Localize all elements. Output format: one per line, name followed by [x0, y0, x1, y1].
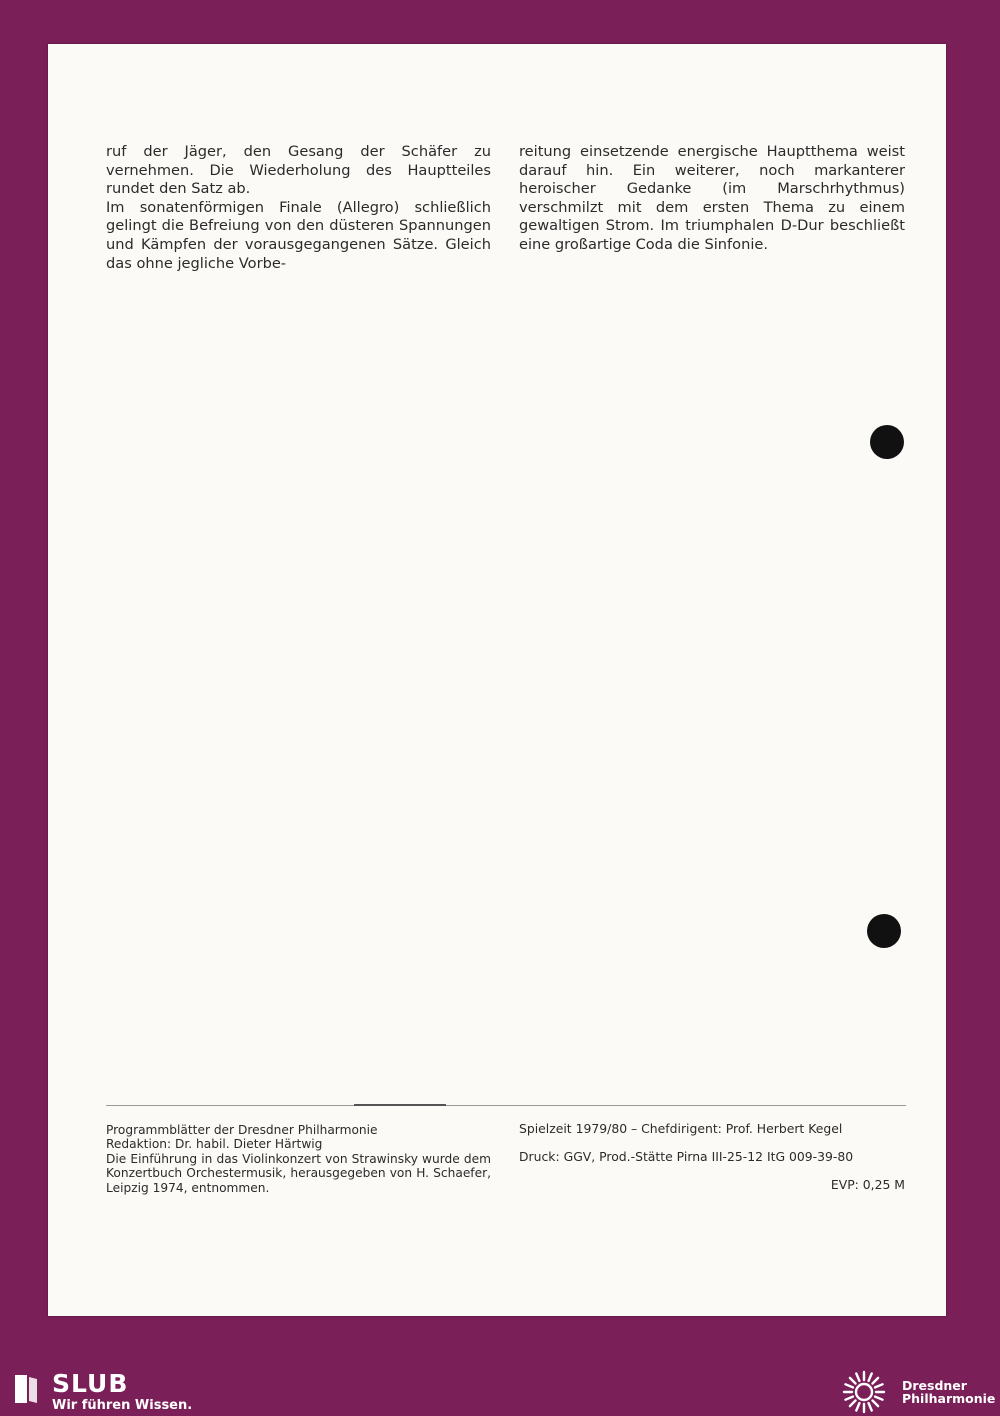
slub-name[interactable]: SLUB [52, 1369, 129, 1398]
paragraph: ruf der Jäger, den Gesang der Schäfer zu vernehmen. Die Wiederholung des Hauptteiles rundet den Satz ab. [106, 143, 491, 198]
paragraph: Im sonatenförmigen Finale (Allegro) schließlich gelingt die Befreiung von den düsteren Spannungen und Kämpfen der vorausgegangenen Sätze. Gleich das ohne jegliche Vorbe- [106, 198, 491, 272]
footer-divider [106, 1105, 906, 1106]
book-icon[interactable] [13, 1373, 39, 1405]
library-banner [0, 1366, 1000, 1416]
partner-name-line: Philharmonie [902, 1391, 996, 1406]
paragraph: reitung einsetzende energische Hauptthema weist darauf hin. Ein weiterer, noch markanterer heroischer Gedanke (im Marschrhythmus) verschmilzt mit dem ersten Thema zu einem gewaltigen Strom. Im triumphalen D-Dur beschließt eine großartige Coda die Sinfonie. [519, 143, 905, 253]
partner-name[interactable] [902, 1379, 995, 1405]
imprint-line: Die Einführung in das Violinkonzert von Strawinsky wurde dem Konzertbuch Orchestermusik, herausgegeben von H. Schaefer, Leipzig 1974, entnommen. [106, 1151, 491, 1195]
footer-imprint [106, 1123, 491, 1195]
slub-tagline: Wir führen Wissen. [52, 1398, 193, 1413]
sunburst-icon[interactable] [840, 1368, 888, 1416]
text-column-left [106, 143, 491, 273]
imprint-line: Programmblätter der Dresdner Philharmonie [106, 1123, 378, 1137]
punch-hole [867, 914, 901, 948]
partner-name-line: Dresdner [902, 1378, 967, 1393]
punch-hole [870, 425, 904, 459]
print-line: Druck: GGV, Prod.-Stätte Pirna III-25-12 ItG 009-39-80 [519, 1149, 854, 1164]
season-line: Spielzeit 1979/80 – Chefdirigent: Prof. Herbert Kegel [519, 1121, 843, 1136]
footer-divider-accent [354, 1104, 446, 1106]
imprint-line: Redaktion: Dr. habil. Dieter Härtwig [106, 1137, 323, 1152]
price-line: EVP: 0,25 M [830, 1177, 905, 1192]
text-column-right [519, 143, 905, 255]
document-page [48, 44, 946, 1316]
